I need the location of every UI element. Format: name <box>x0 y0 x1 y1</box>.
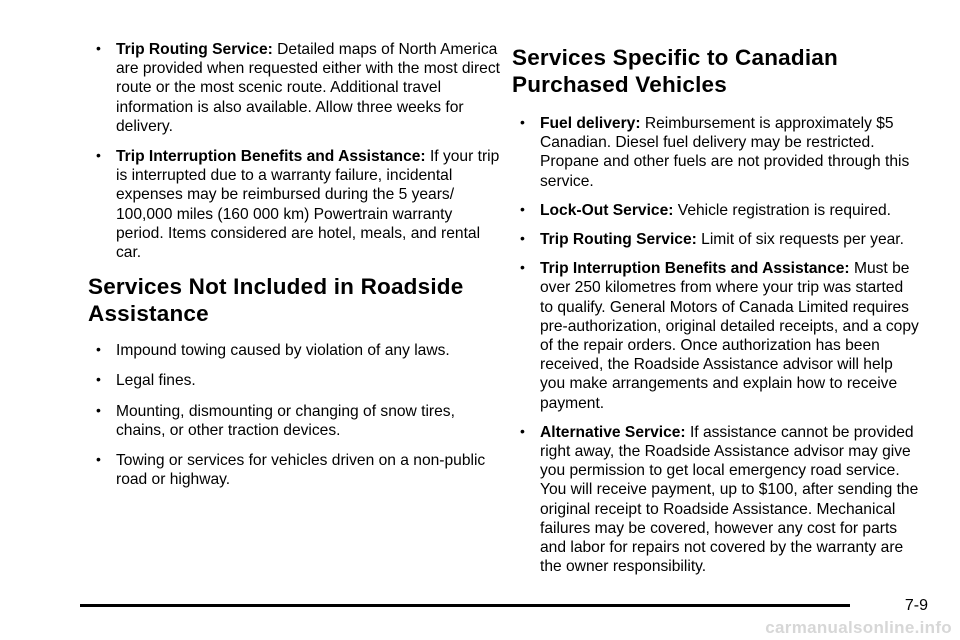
section-heading-canadian: Services Specific to Canadian Purchased Vehicles <box>512 45 838 97</box>
item-lead: Lock-Out Service: <box>540 201 674 219</box>
watermark: carmanualsonline.info <box>765 618 952 637</box>
left-column <box>88 40 500 500</box>
item-lead: Fuel delivery: <box>540 115 641 132</box>
bullet-icon: • <box>96 401 101 418</box>
list-item <box>520 230 920 249</box>
list-item <box>96 341 500 360</box>
bullet-icon: • <box>520 230 525 247</box>
list-item <box>520 423 920 577</box>
bullet-icon: • <box>96 341 101 358</box>
item-text: If your trip is interrupted due to a warranty failure, incidental expenses may be reimbursed during the 5 years/ 100,000 miles (160 000 km) Powertrain warranty period. Items considered are hotel, meals, and rental car. <box>116 148 500 262</box>
list-item <box>96 371 500 390</box>
section-heading-not-included: Services Not Included in Roadside Assistance <box>88 274 464 327</box>
bullet-icon: • <box>520 259 525 276</box>
list-item <box>96 147 500 262</box>
bullet-icon: • <box>96 40 101 56</box>
item-lead: Trip Interruption Benefits and Assistance: <box>116 148 426 166</box>
not-included-list <box>96 341 500 489</box>
item-text: Must be over 250 kilometres from where your trip was started to qualify. General Motors of Canada Limited requires pre-authorization, original detailed receipts, and a copy of the repair orders. Once authorization has been received, the Roadside Assistance advisor will help you make arrangements and explain how to receive payment. <box>540 260 919 412</box>
item-lead: Trip Routing Service: <box>116 41 273 58</box>
item-text: Vehicle registration is required. <box>673 201 892 219</box>
item-text: If assistance cannot be provided right away, the Roadside Assistance advisor may give you permission to get local emergency road service. You will receive payment, up to $100, after sending the original receipt to Roadside Assistance. Mechanical failures may be covered, however any cost for parts and labor for repairs not covered by the warranty are the owner responsibility. <box>540 423 919 576</box>
canadian-services-list <box>520 114 920 576</box>
item-lead: Trip Routing Service: <box>540 231 697 249</box>
item-text: Mounting, dismounting or changing of snow tires, chains, or other traction devices. <box>116 402 455 439</box>
page-number: 7-9 <box>904 597 928 614</box>
item-lead: Alternative Service: <box>540 423 686 441</box>
bullet-icon: • <box>96 451 101 468</box>
list-item <box>520 114 920 191</box>
list-item <box>96 40 500 136</box>
bullet-icon: • <box>96 147 101 164</box>
list-item <box>520 201 920 220</box>
item-text: Reimbursement is approximately $5 Canadian. Diesel fuel delivery may be restricted. Propane and other fuels are not provided through this service. <box>540 115 910 190</box>
list-item <box>96 402 500 440</box>
item-text: Detailed maps of North America are provided when requested either with the most direct route or the most scenic route. Additional travel information is also available. Allow three weeks for delivery. <box>116 41 500 135</box>
footer-rule <box>80 604 850 607</box>
item-text: Towing or services for vehicles driven on a non-public road or highway. <box>116 452 486 489</box>
bullet-icon: • <box>96 371 101 388</box>
bullet-icon: • <box>520 422 525 439</box>
list-item <box>96 451 500 489</box>
bullet-icon: • <box>520 200 525 217</box>
item-text: Limit of six requests per year. <box>696 231 904 249</box>
right-column <box>512 40 920 586</box>
item-text: Legal fines. <box>116 372 196 390</box>
item-lead: Trip Interruption Benefits and Assistance: <box>540 260 850 278</box>
trip-services-list <box>96 40 500 262</box>
item-text: Impound towing caused by violation of any laws. <box>116 342 450 360</box>
bullet-icon: • <box>520 114 525 130</box>
list-item <box>520 259 920 413</box>
